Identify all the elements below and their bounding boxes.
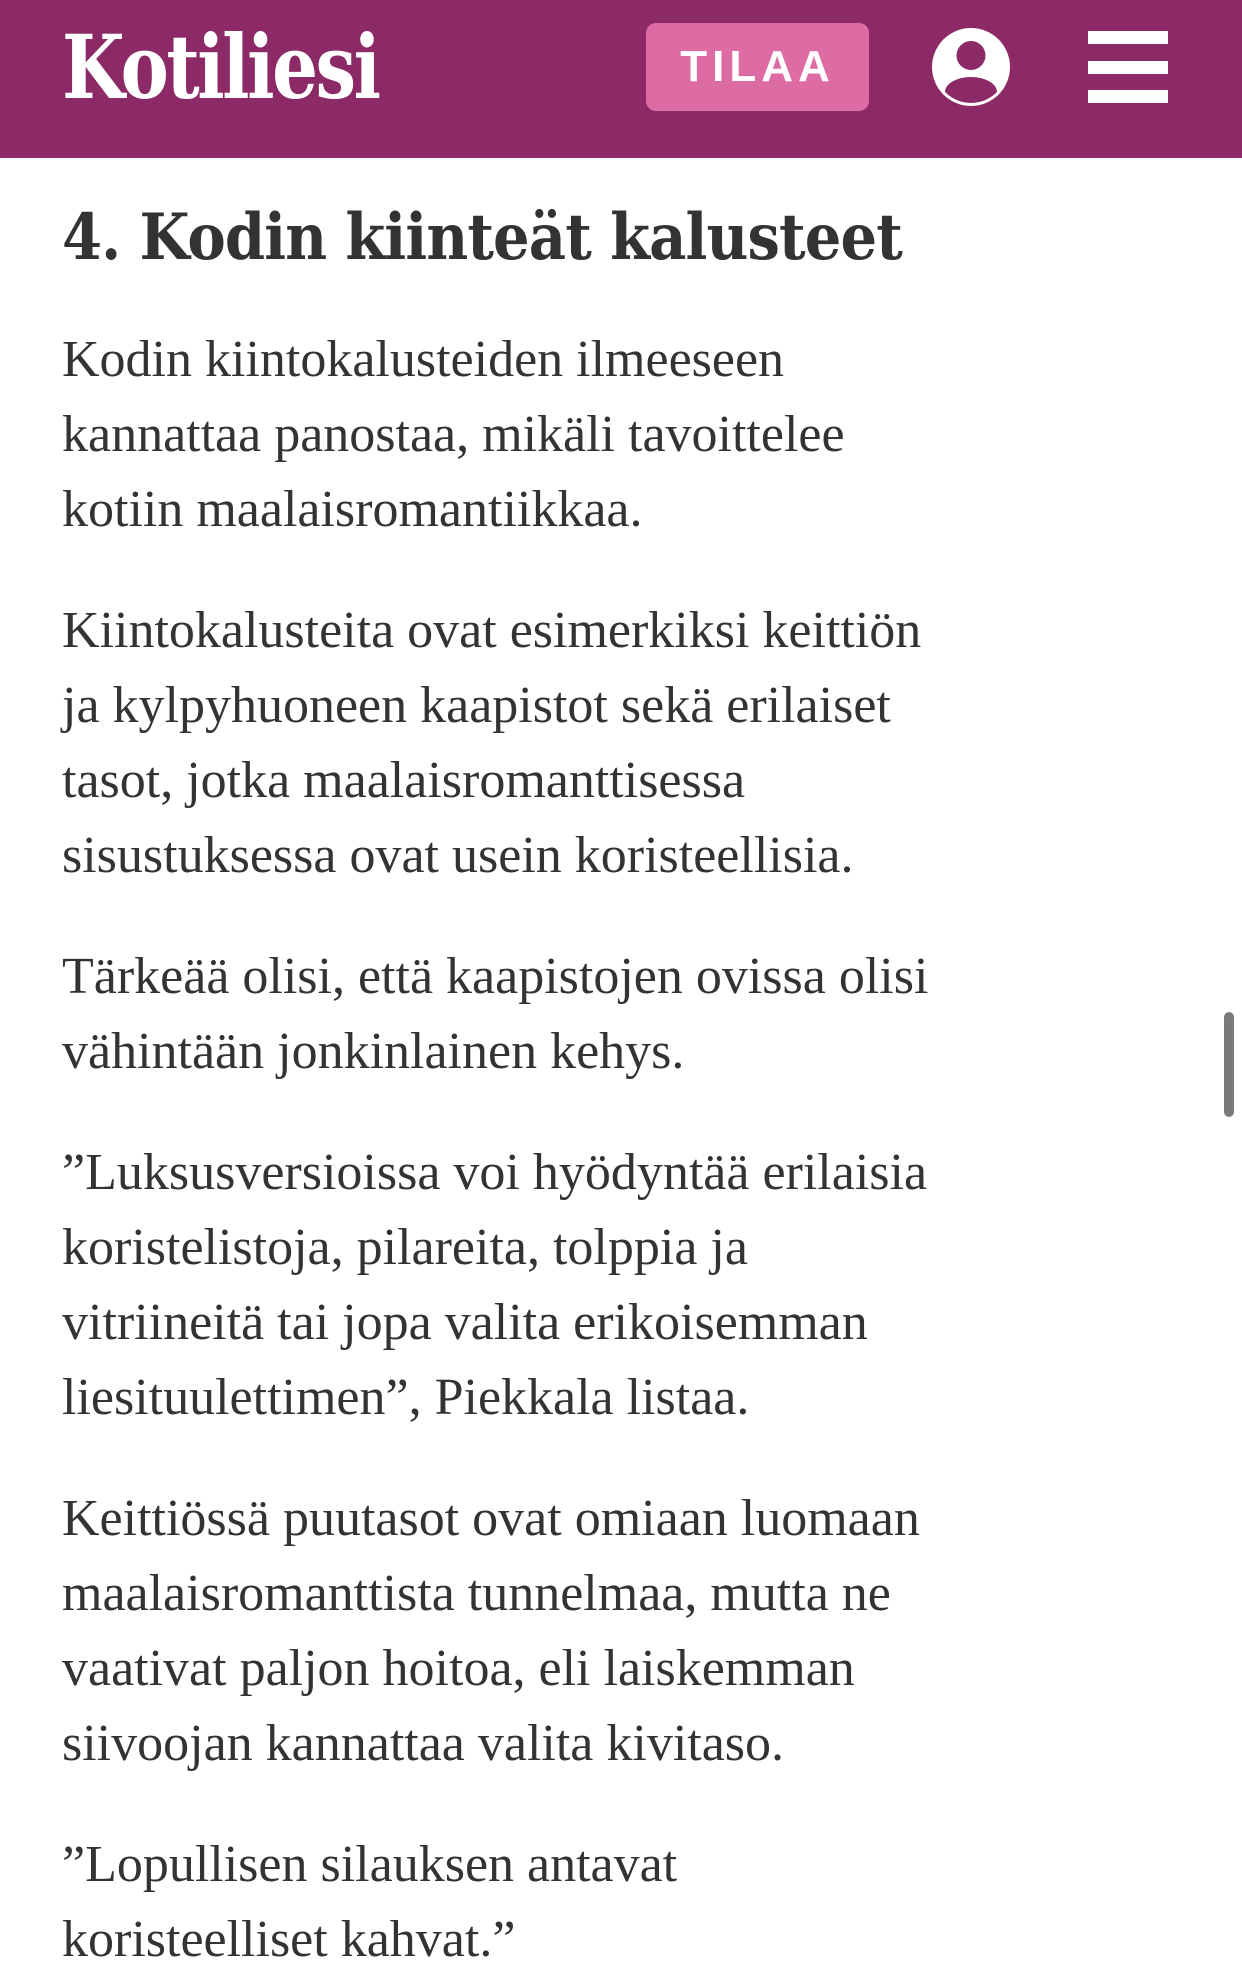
article-heading: 4. Kodin kiinteät kalusteet — [62, 200, 902, 275]
text-line: Kodin kiintokalusteiden ilmeeseen — [62, 331, 785, 388]
profile-button[interactable] — [932, 28, 1010, 106]
text-line: koristelistoja, pilareita, tolppia ja — [62, 1219, 748, 1276]
text-line: vitriineitä tai jopa valita erikoisemman — [62, 1294, 868, 1351]
text-line: vähintään jonkinlainen kehys. — [62, 1023, 685, 1080]
brand-logo[interactable]: Kotiliesi — [62, 15, 379, 119]
hamburger-menu-icon[interactable] — [1088, 31, 1168, 103]
text-line: tasot, jotka maalaisromanttisessa — [62, 752, 746, 809]
text-line: koristeelliset kahvat.” — [62, 1911, 516, 1968]
article-paragraph quote-paragraph — [62, 1135, 1180, 1435]
profile-icon — [932, 28, 1010, 106]
text-line: sisustuksessa ovat usein koristeellisia. — [62, 827, 854, 884]
text-line: siivoojan kannattaa valita kivitaso. — [62, 1715, 785, 1772]
text-line: liesituulettimen”, Piekkala listaa. — [62, 1369, 750, 1426]
article-paragraph — [62, 1481, 1180, 1781]
text-line: Keittiössä puutasot ovat omiaan luomaan — [62, 1490, 920, 1547]
text-line: maalaisromanttista tunnelmaa, mutta ne — [62, 1565, 891, 1622]
scrollbar-thumb[interactable] — [1224, 1012, 1234, 1117]
article-body — [0, 200, 1242, 1977]
text-line: ”Luksusversioissa voi hyödyntää erilaisia — [62, 1144, 928, 1201]
text-line: vaativat paljon hoitoa, eli laiskemman — [62, 1640, 855, 1697]
text-line: ”Lopullisen silauksen antavat — [62, 1836, 678, 1893]
text-line: ja kylpyhuoneen kaapistot sekä erilaiset — [62, 677, 891, 734]
text-line: Kiintokalusteita ovat esimerkiksi keittiön — [62, 602, 922, 659]
article-paragraph — [62, 593, 1180, 893]
text-line: kotiin maalaisromantiikkaa. — [62, 481, 643, 538]
text-line: kannattaa panostaa, mikäli tavoittelee — [62, 406, 845, 463]
text-line: Tärkeää olisi, että kaapistojen ovissa olisi — [62, 948, 929, 1005]
article-paragraph quote-paragraph — [62, 1827, 1180, 1977]
article-paragraph — [62, 939, 1180, 1089]
article-paragraph — [62, 322, 1180, 547]
menu-bar — [1088, 61, 1168, 74]
menu-bar — [1088, 31, 1168, 44]
menu-bar — [1088, 90, 1168, 103]
subscribe-button[interactable]: TILAA — [646, 23, 869, 111]
app-header — [0, 0, 1242, 158]
